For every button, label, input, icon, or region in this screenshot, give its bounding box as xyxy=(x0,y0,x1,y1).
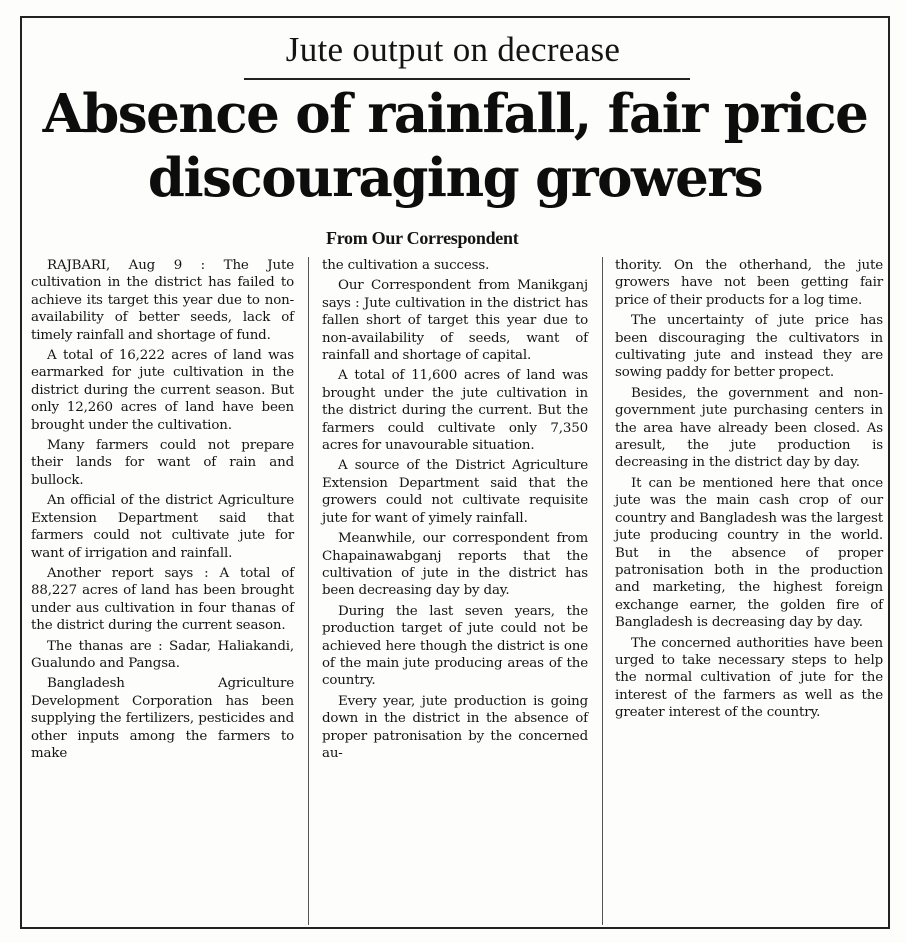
paragraph: Many farmers could not prepare their lands for want of rain and bullock. xyxy=(31,438,294,488)
kicker-headline: Jute output on decrease xyxy=(285,30,621,69)
paragraph: The uncertainty of jute price has been discouraging the cultivators in cultivating jute and instead they are sowing paddy for better propect. xyxy=(615,313,883,381)
frame-top-rule xyxy=(20,16,890,18)
paragraph: Every year, jute production is going down in the district in the absence of proper patronisation by the concerned au- xyxy=(322,693,588,761)
frame-bottom-rule xyxy=(20,927,890,929)
main-headline: Absence of rainfall, fair price discouraging growers xyxy=(42,83,868,209)
paragraph: The thanas are : Sadar, Haliakandi, Gualundo and Pangsa. xyxy=(31,638,294,671)
paragraph: A source of the District Agriculture Extension Department said that the growers could not cultivate requisite jute for want of yimely rainfall. xyxy=(322,458,588,526)
paragraph: It can be mentioned here that once jute was the main cash crop of our country and Bangladesh was the largest jute producing country in the world. But in the absence of proper patronisation both in the production and marketing, the highest foreign exchange earner, the golden fire of Bangladesh is decreasing day by day. xyxy=(615,475,883,631)
paragraph: thority. On the otherhand, the jute growers have not been getting fair price of their products for a log time. xyxy=(615,258,883,308)
article-column-1 xyxy=(31,257,294,765)
paragraph: RAJBARI, Aug 9 : The Jute cultivation in the district has failed to achieve its target this year due to non-availability of better seeds, lack of timely rainfall and shortage of fund. xyxy=(31,258,294,343)
article-column-2 xyxy=(322,257,588,765)
paragraph: During the last seven years, the production target of jute could not be achieved here though the district is one of the main jute producing areas of the country. xyxy=(322,603,588,689)
paragraph: Meanwhile, our correspondent from Chapainawabganj reports that the cultivation of jute in the district has been decreasing day by day. xyxy=(322,531,588,599)
paragraph: Our Correspondent from Manikganj says : Jute cultivation in the district has fallen short of target this year due to non-availability of seeds, want of rainfall and shortage of capital. xyxy=(322,278,588,364)
paragraph: A total of 16,222 acres of land was earmarked for jute cultivation in the district during the current season. But only 12,260 acres of land have been brought under the cultivation. xyxy=(31,348,294,433)
paragraph: Besides, the government and non-government jute purchasing centers in the area have already been closed. As aresult, the jute production is decreasing in the district day by day. xyxy=(615,385,883,471)
byline: From Our Correspondent xyxy=(326,228,519,248)
paragraph: Another report says : A total of 88,227 acres of land has been brought under aus cultivation in four thanas of the district during the current season. xyxy=(31,565,294,634)
frame-left-rule xyxy=(20,16,22,929)
paragraph: The concerned authorities have been urged to take necessary steps to help the normal cultivation of jute for the interest of the farmers as well as the greater interest of the country. xyxy=(615,635,883,721)
column-separator xyxy=(308,257,309,925)
article-column-3 xyxy=(615,257,883,725)
paragraph: A total of 11,600 acres of land was brought under the jute cultivation in the district during the current. But the farmers could cultivate only 7,350 acres for unavourable situation. xyxy=(322,368,588,454)
paragraph: An official of the district Agriculture Extension Department said that farmers could not cultivate jute for want of irrigation and rainfall. xyxy=(31,493,294,561)
paragraph: the cultivation a success. xyxy=(322,258,490,273)
paragraph: Bangladesh Agriculture Development Corporation has been supplying the fertilizers, pesticides and other inputs among the farmers to make xyxy=(31,676,294,761)
kicker-underline xyxy=(244,78,690,80)
column-separator xyxy=(602,257,603,925)
frame-right-rule xyxy=(888,16,890,929)
